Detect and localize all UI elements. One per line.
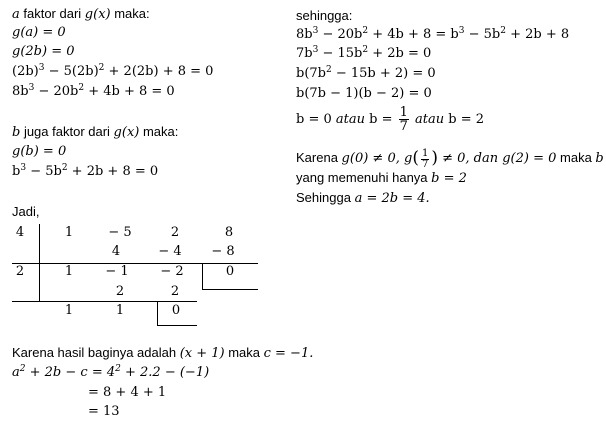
eq-g-a: g(a) = 0 [12,25,66,40]
table-cell: − 5 [108,225,132,240]
table-cell: − 1 [105,264,129,279]
eq-roots: b = 0 atau b = $\frac{1}{7}$ atau b = 2 [296,105,485,134]
table-cell: 4 [15,225,25,240]
table-cell: 2 [170,284,180,299]
label-sehingga: sehingga: [296,8,353,23]
line-a-factor: a faktor dari g(x) maka: [12,6,150,22]
divider [12,263,258,264]
eq-final-1: $a^2 + 2b - c = 4^2 + 2.2 - (-1)$ [12,364,210,380]
divider [202,263,203,289]
table-cell: 2 [115,284,125,299]
table-cell: − 2 [160,264,184,279]
fraction-one-seventh: $\frac{1}{7}$ [399,105,408,134]
table-cell: 0 [171,303,181,318]
eq-final-2: = 8 + 4 + 1 [88,385,167,400]
eq-factored: b(7b − 1)(b − 2) = 0 [296,86,432,101]
line-karena: Karena g(0) ≠ 0, g( $\frac{1}{7}$ ) ≠ 0, dan g(2) = 0 maka b [296,147,604,170]
table-cell: 1 [64,264,74,279]
label-jadi: Jadi, [12,204,40,219]
eq-equate: $8b^3 - 20b^2 + 4b + 8 = b^3 - 5b^2 + 2b + 8$ [296,26,570,42]
table-cell: − 4 [158,244,182,259]
line-sehingga-a: Sehingga a = 2b = 4. [296,190,430,206]
table-cell: − 8 [211,244,235,259]
divider [157,325,197,326]
eq-8b3: $8b^3 - 20b^2 + 4b + 8 = 0$ [12,83,175,99]
table-cell: 1 [64,225,74,240]
eq-expand-2b: $(2b)^3 - 5(2b)^2 + 2(2b) + 8 = 0$ [12,63,214,79]
table-cell: 8 [224,225,234,240]
line-hanya: yang memenuhi hanya b = 2 [296,170,467,186]
divider [157,301,158,325]
line-b-factor: b juga faktor dari g(x) maka: [12,124,179,140]
table-cell: 2 [15,264,25,279]
eq-final-3: = 13 [88,404,120,419]
eq-g-b: g(b) = 0 [12,144,67,159]
divider [12,301,197,302]
eq-g-2b: g(2b) = 0 [12,44,75,59]
eq-7b3: $7b^3 - 15b^2 + 2b = 0$ [296,45,432,61]
table-cell: 2 [170,225,180,240]
table-cell: 4 [111,244,121,259]
table-cell: 1 [115,303,125,318]
table-cell: 1 [64,303,74,318]
line-hasil-bagi: Karena hasil baginya adalah (x + 1) maka c = −1. [12,345,314,361]
eq-b3: $b^3 - 5b^2 + 2b + 8 = 0$ [12,163,159,179]
eq-factor-b: $b(7b^2 - 15b + 2) = 0$ [296,65,436,81]
table-cell: 0 [225,264,235,279]
divider [202,289,258,290]
fraction-one-seventh: $\frac{1}{7}$ [421,147,429,170]
